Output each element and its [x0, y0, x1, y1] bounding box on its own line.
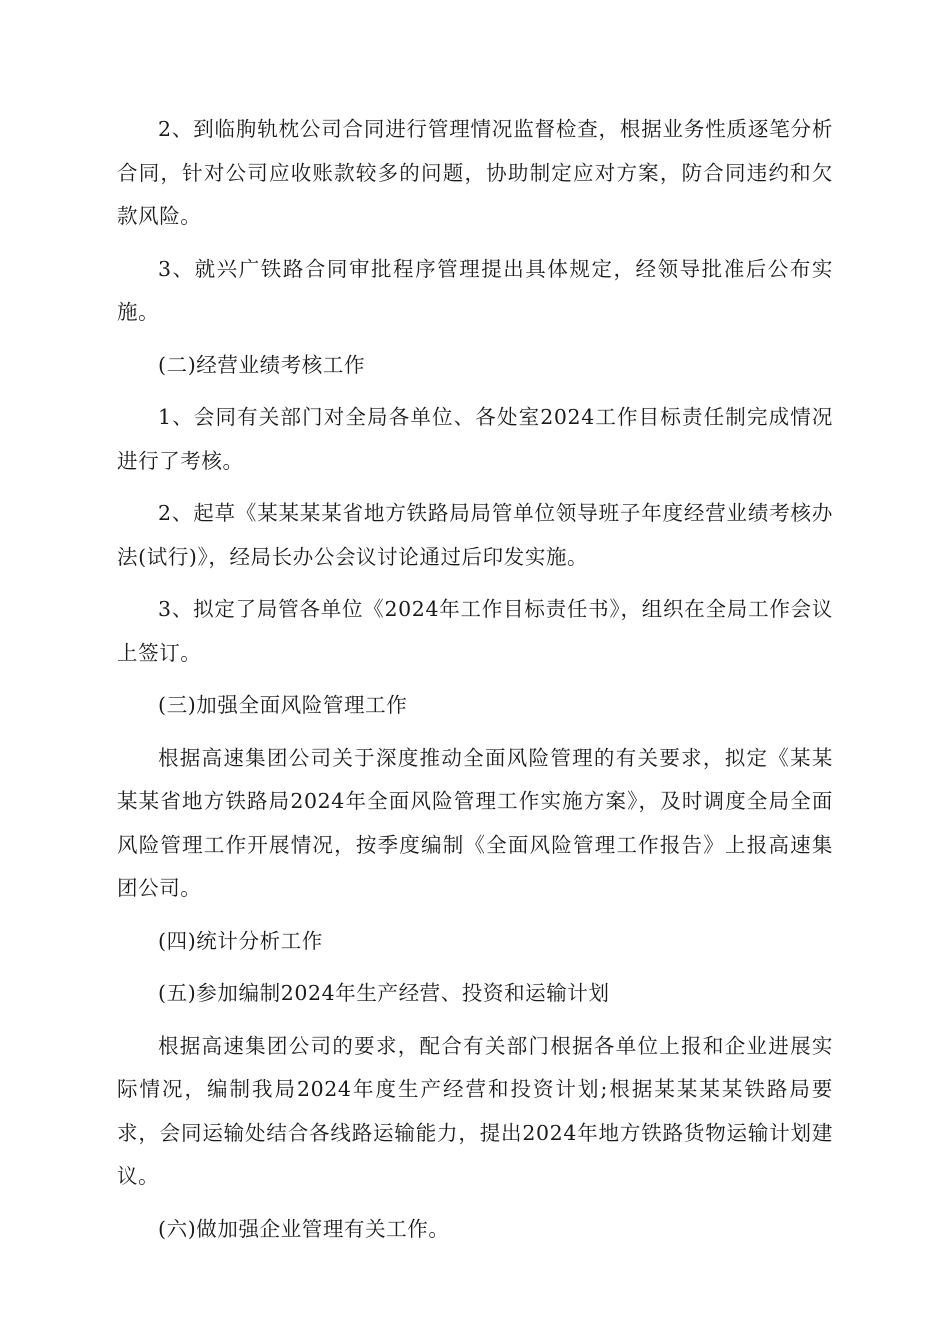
paragraph-assessment-measures: 2、起草《某某某某省地方铁路局局管单位领导班子年度经营业绩考核办法(试行)》，经局长办公会议讨论通过后印发实施。: [117, 501, 833, 569]
paragraph-contract-inspection: 2、到临朐轨枕公司合同进行管理情况监督检查，根据业务性质逐笔分析合同，针对公司应收账款较多的问题，协助制定应对方案，防合同违约和欠款风险。: [117, 117, 833, 228]
paragraph-planning: 根据高速集团公司的要求，配合有关部门根据各单位上报和企业进展实际情况，编制我局2024年度生产经营和投资计划;根据某某某某铁路局要求，会同运输处结合各线路运输能力，提出2024年地方铁路货物运输计划建议。: [117, 1033, 833, 1188]
section-heading-performance-assessment: (二)经营业绩考核工作: [158, 352, 366, 377]
paragraph-contract-approval: 3、就兴广铁路合同审批程序管理提出具体规定，经领导批准后公布实施。: [117, 256, 833, 324]
section-heading-enterprise-management: (六)做加强企业管理有关工作。: [158, 1216, 450, 1241]
paragraph-target-assessment: 1、会同有关部门对全局各单位、各处室2024工作目标责任制完成情况进行了考核。: [117, 405, 833, 473]
paragraph-risk-management: 根据高速集团公司关于深度推动全面风险管理的有关要求，拟定《某某某某省地方铁路局2024年全面风险管理工作实施方案》，及时调度全局全面风险管理工作开展情况，按季度编制《全面风险管理工作报告》上报高速集团公司。: [117, 745, 833, 900]
section-heading-planning: (五)参加编制2024年生产经营、投资和运输计划: [158, 981, 610, 1005]
section-heading-statistics: (四)统计分析工作: [158, 928, 323, 953]
section-heading-risk-management: (三)加强全面风险管理工作: [158, 693, 408, 717]
paragraph-responsibility-letter: 3、拟定了局管各单位《2024年工作目标责任书》，组织在全局工作会议上签订。: [117, 597, 833, 665]
document-body: [117, 108, 833, 1260]
